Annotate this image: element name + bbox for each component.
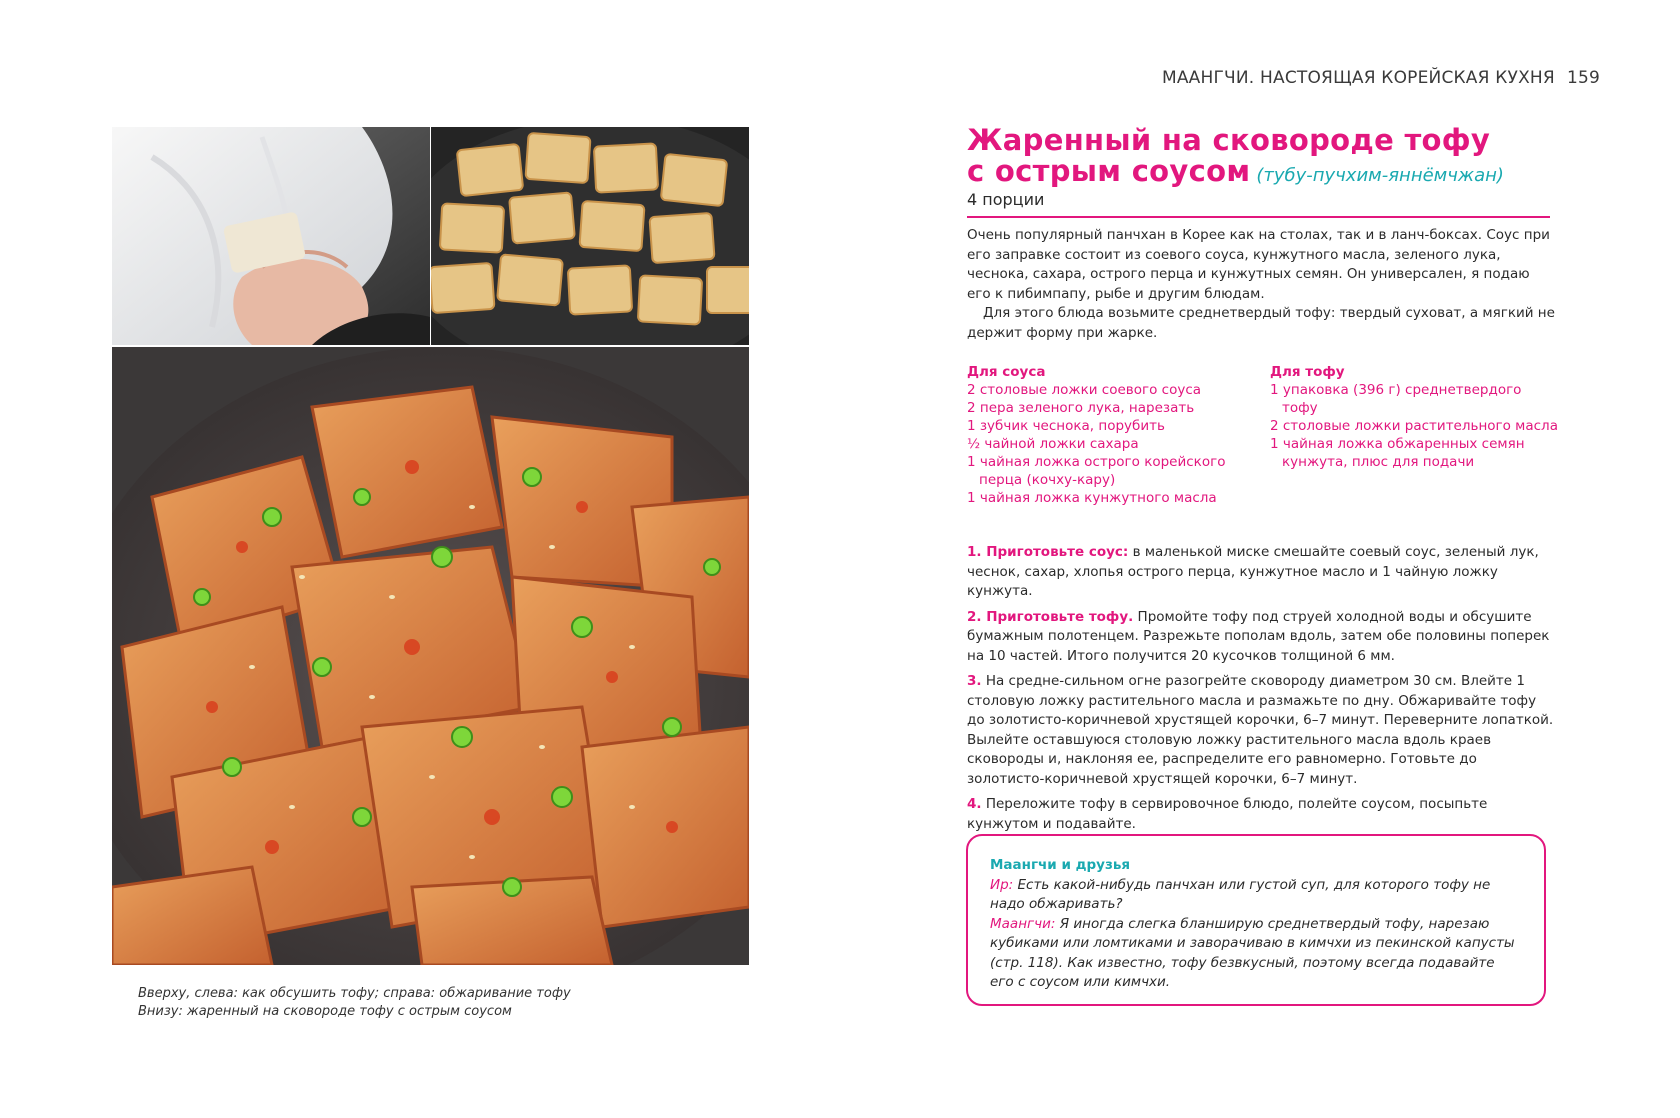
step-label: 2. Приготовьте тофу. [967, 608, 1134, 625]
ingredient-item: 2 пера зеленого лука, нарезать [967, 400, 1195, 416]
title-line-2: с острым соусом [967, 154, 1251, 188]
title-line-1: Жаренный на сковороде тофу [967, 123, 1491, 157]
korean-name: (тубу-пучхим-яннёмчжан) [1256, 165, 1504, 186]
sidebar-answer [990, 915, 1520, 993]
step-label: 3. [967, 673, 982, 689]
answer-speaker: Маангчи: [990, 915, 1056, 932]
photo-finished-dish [112, 347, 749, 965]
ingredient-item: 1 упаковка (396 г) среднетвердого тофу [1270, 382, 1522, 416]
ingredients-sauce-heading: Для соуса [967, 364, 1046, 380]
step-label: 4. [967, 796, 982, 812]
ingredients-sauce [967, 363, 1237, 507]
page-number: 159 [1566, 68, 1600, 88]
running-head [1100, 68, 1600, 88]
step-1 [967, 543, 1557, 602]
photo-caption [138, 985, 698, 1021]
step-3 [967, 672, 1557, 789]
photo-frying-tofu [431, 127, 749, 345]
step-4 [967, 795, 1557, 834]
ingredient-item: 2 столовые ложки растительного масла [1270, 418, 1558, 434]
ingredient-item: 1 зубчик чеснока, порубить [967, 418, 1165, 434]
ingredient-item: 2 столовые ложки соевого соуса [967, 382, 1202, 398]
servings: 4 порции [967, 190, 1045, 209]
recipe-steps [967, 543, 1557, 840]
ingredient-item: 1 чайная ложка кунжутного масла [967, 490, 1217, 506]
caption-line-2: Внизу: жаренный на сковороде тофу с острым соусом [138, 1004, 512, 1019]
step-2 [967, 608, 1557, 667]
ingredients-tofu [1270, 363, 1560, 471]
ingredient-item: 1 чайная ложка острого корейского перца (кочху-кару) [967, 454, 1226, 488]
recipe-intro [967, 226, 1555, 343]
step-label: 1. Приготовьте соус: [967, 544, 1129, 560]
sidebar-question [990, 876, 1520, 915]
question-text: Есть какой-нибудь панчхан или густой суп, для которого тофу не надо обжаривать? [990, 876, 1491, 912]
answer-text: Я иногда слегка бланширую среднетвердый тофу, нарезаю кубиками или ломтиками и заворачиваю в кимчхи из пекинской капусты (стр. 118). Как известно, тофу безвкусный, поэтому всегда подавайте его с соусом или кимчхи. [990, 915, 1515, 990]
step-text: Переложите тофу в сервировочное блюдо, полейте соусом, посыпьте кунжутом и подавайте. [967, 796, 1488, 832]
ingredient-item: 1 чайная ложка обжаренных семян кунжута, плюс для подачи [1270, 436, 1525, 470]
title-divider [967, 216, 1550, 218]
step-text: в маленькой миске смешайте соевый соус, зеленый лук, чеснок, сахар, хлопья острого перца, кунжутное масло и 1 чайную ложку кунжута. [967, 544, 1539, 599]
photo-drying-tofu [112, 127, 430, 345]
book-title: МААНГЧИ. НАСТОЯЩАЯ КОРЕЙСКАЯ КУХНЯ [1161, 68, 1555, 88]
ingredients-tofu-heading: Для тофу [1270, 364, 1345, 380]
caption-line-1: Вверху, слева: как обсушить тофу; справа: обжаривание тофу [138, 986, 571, 1001]
sidebar-box [966, 834, 1546, 1006]
intro-paragraph-2: Для этого блюда возьмите среднетвердый тофу: твердый суховат, а мягкий не держит форму при жарке. [967, 305, 1555, 341]
sidebar-title: Маангчи и друзья [990, 857, 1131, 873]
step-text: На средне-сильном огне разогрейте сковороду диаметром 30 см. Влейте 1 столовую ложку растительного масла и размажьте по дну. Обжаривайте тофу до золотисто-коричневой хрустящей корочки, 6–7 минут. Переверните лопаткой. Вылейте оставшуюся столовую ложку растительного масла вдоль краев сковороды и, наклоняя ее, распределите его равномерно. Готовьте до золотисто-коричневой хрустящей корочки, 6–7 минут. [967, 673, 1554, 787]
intro-paragraph-1: Очень популярный панчхан в Корее как на столах, так и в ланч-боксах. Соус при его заправке состоит из соевого соуса, кунжутного масла, зеленого лука, чеснока, сахара, острого перца и кунжутных семян. Он универсален, я подаю его к пибимпапу, рыбе и другим блюдам. [967, 227, 1550, 302]
question-speaker: Ир: [990, 876, 1014, 893]
ingredient-item: ½ чайной ложки сахара [967, 436, 1139, 452]
step-text: Промойте тофу под струей холодной воды и обсушите бумажным полотенцем. Разрежьте пополам вдоль, затем обе половины поперек на 10 частей. Итого получится 20 кусочков толщиной 6 мм. [967, 608, 1550, 664]
recipe-title [967, 125, 1567, 191]
